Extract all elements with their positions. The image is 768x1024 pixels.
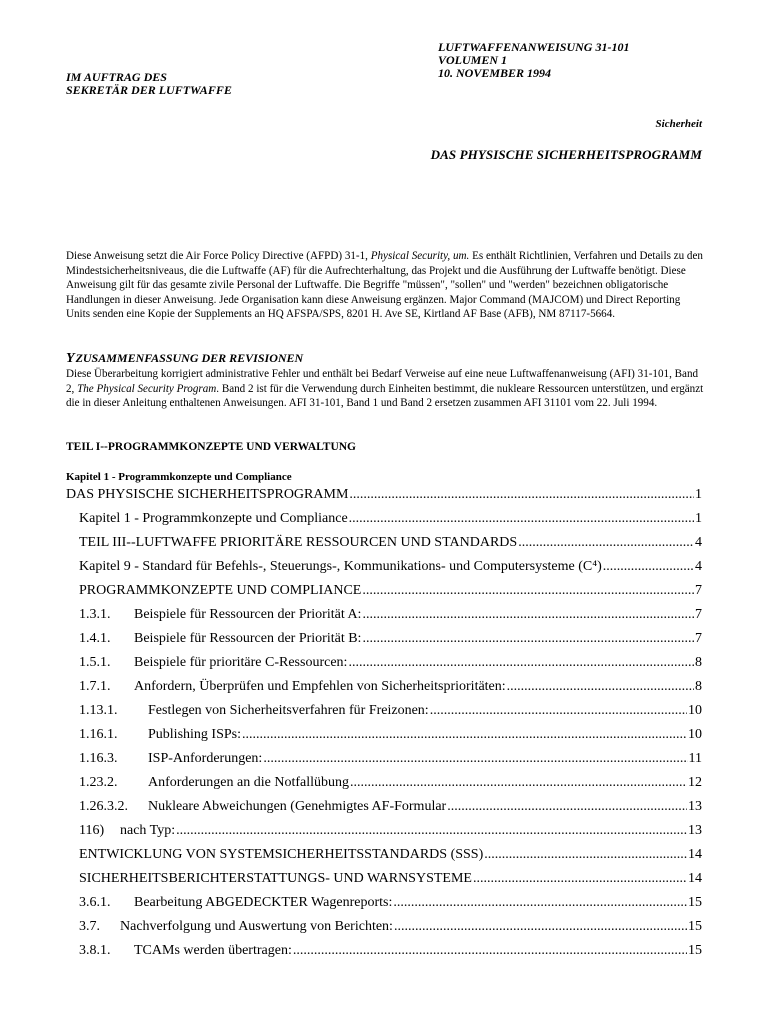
- toc-entry[interactable]: [79, 774, 702, 792]
- toc-leader-dots: [362, 630, 694, 648]
- toc-entry-page: 7: [695, 583, 702, 598]
- toc-entry[interactable]: [79, 918, 702, 936]
- toc-entry-title: DAS PHYSISCHE SICHERHEITSPROGRAMM: [66, 487, 349, 502]
- toc-leader-dots: [430, 702, 687, 720]
- toc-entry-number: 116): [79, 823, 105, 838]
- toc-entry[interactable]: [66, 486, 702, 504]
- toc-entry-number: 3.8.1.: [79, 943, 111, 958]
- revisions-text-b: . Band 2 ist für die Verwendung durch Einheiten bestimmt, die nukleare Ressourcen unterstützen, und ergänzt die in dieser Anleitung enthaltenen Anweisungen. AFI 31-101, Band 1 und Band 2 ersetzen zusammen AFI 31101 vom 22. Juli 1994.: [66, 382, 704, 409]
- toc-entry-page: 14: [688, 847, 702, 862]
- toc-leader-dots: [507, 678, 694, 696]
- toc-entry-page: 7: [695, 631, 702, 646]
- doc-date: 10. NOVEMBER 1994: [438, 66, 552, 80]
- toc-entry-number: 3.7.: [79, 919, 100, 934]
- toc-entry-title: TEIL III--LUFTWAFFE PRIORITÄRE RESSOURCEN UND STANDARDS: [79, 535, 518, 550]
- toc-leader-dots: [473, 870, 687, 888]
- intro-paragraph: [66, 249, 706, 322]
- toc-entry[interactable]: [79, 846, 702, 864]
- toc-leader-dots: [263, 750, 687, 768]
- toc-leader-dots: [518, 534, 694, 552]
- toc-entry-page: 4: [695, 559, 702, 574]
- toc-leader-dots: [176, 822, 687, 840]
- authority-block: [66, 71, 232, 97]
- toc-entry-page: 12: [688, 775, 702, 790]
- toc-entry-title: Bearbeitung ABGEDECKTER Wagenreports:: [134, 895, 393, 910]
- toc-leader-dots: [293, 942, 687, 960]
- toc-entry-page: 4: [695, 535, 702, 550]
- revisions-text-a: Diese Überarbeitung korrigiert administrative Fehler und enthält bei Bedarf Verweise auf eine neue Luftwaffenanweisung (AFI) 31-101, Band 2,: [66, 368, 699, 395]
- toc-entry-page: 14: [688, 871, 702, 886]
- toc-entry-number: 1.5.1.: [79, 655, 111, 670]
- toc-entry[interactable]: [79, 630, 702, 648]
- category-label: Sicherheit: [655, 118, 702, 130]
- authority-line-2: SEKRETÄR DER LUFTWAFFE: [66, 83, 232, 97]
- toc-leader-dots: [394, 918, 687, 936]
- toc-entry[interactable]: [79, 582, 702, 600]
- revision-mark-icon: Y: [66, 351, 75, 366]
- revisions-heading: [66, 351, 303, 367]
- toc-entry[interactable]: [79, 678, 702, 696]
- toc-entry-page: 11: [688, 751, 702, 766]
- toc-entry-page: 10: [688, 703, 702, 718]
- toc-entry[interactable]: [79, 726, 702, 744]
- toc-leader-dots: [447, 798, 687, 816]
- toc-entry-title: Beispiele für Ressourcen der Priorität B:: [134, 631, 362, 646]
- toc-entry[interactable]: [79, 606, 702, 624]
- revisions-italic: The Physical Security Program: [77, 382, 217, 395]
- toc-entry-number: 3.6.1.: [79, 895, 111, 910]
- part-heading: TEIL I--PROGRAMMKONZEPTE UND VERWALTUNG: [66, 441, 357, 453]
- toc-entry[interactable]: [79, 798, 702, 816]
- toc-entry-title: Anfordern, Überprüfen und Empfehlen von Sicherheitsprioritäten:: [134, 679, 506, 694]
- toc-entry[interactable]: [79, 702, 702, 720]
- toc-entry-number: 1.3.1.: [79, 607, 111, 622]
- toc-entry-title: PROGRAMMKONZEPTE UND COMPLIANCE: [79, 583, 362, 598]
- toc-entry-title: nach Typ:: [120, 823, 176, 838]
- document-identifier: [438, 41, 629, 80]
- toc-leader-dots: [349, 486, 694, 504]
- chapter-heading: Kapitel 1 - Programmkonzepte und Compliance: [66, 471, 292, 483]
- toc-entry-page: 7: [695, 607, 702, 622]
- toc-entry-title: Publishing ISPs:: [148, 727, 241, 742]
- doc-number: LUFTWAFFENANWEISUNG 31-101: [438, 40, 630, 54]
- toc-entry-title: Kapitel 9 - Standard für Befehls-, Steuerungs-, Kommunikations- und Computersysteme (C⁴): [79, 559, 602, 574]
- toc-entry-page: 15: [688, 895, 702, 910]
- authority-line-1: IM AUFTRAG DES: [66, 70, 167, 84]
- toc-entry-title: Beispiele für prioritäre C-Ressourcen:: [134, 655, 348, 670]
- toc-entry-number: 1.16.3.: [79, 751, 118, 766]
- toc-entry-title: Festlegen von Sicherheitsverfahren für Freizonen:: [148, 703, 429, 718]
- toc-entry-title: ISP-Anforderungen:: [148, 751, 263, 766]
- document-title: DAS PHYSISCHE SICHERHEITSPROGRAMM: [430, 147, 702, 162]
- toc-entry-page: 8: [695, 655, 702, 670]
- toc-leader-dots: [362, 606, 694, 624]
- toc-entry-page: 1: [695, 511, 702, 526]
- toc-entry-number: 1.13.1.: [79, 703, 118, 718]
- toc-leader-dots: [484, 846, 687, 864]
- toc-entry-title: Nachverfolgung und Auswertung von Berichten:: [120, 919, 393, 934]
- toc-leader-dots: [242, 726, 687, 744]
- revisions-heading-text: ZUSAMMENFASSUNG DER REVISIONEN: [75, 351, 304, 365]
- toc-entry[interactable]: [79, 654, 702, 672]
- toc-entry-page: 8: [695, 679, 702, 694]
- toc-entry[interactable]: [79, 942, 702, 960]
- doc-volume: VOLUMEN 1: [438, 53, 508, 67]
- toc-entry-number: 1.16.1.: [79, 727, 118, 742]
- toc-entry[interactable]: [79, 510, 702, 528]
- toc-entry-page: 1: [695, 487, 702, 502]
- toc-entry-title: TCAMs werden übertragen:: [134, 943, 292, 958]
- toc-entry-title: SICHERHEITSBERICHTERSTATTUNGS- UND WARNSYSTEME: [79, 871, 472, 886]
- toc-entry[interactable]: [79, 558, 702, 576]
- toc-entry[interactable]: [79, 870, 702, 888]
- toc-entry-title: Nukleare Abweichungen (Genehmigtes AF-Formular: [148, 799, 447, 814]
- toc-entry[interactable]: [79, 750, 702, 768]
- toc-entry-number: 1.26.3.2.: [79, 799, 128, 814]
- intro-text-a: Diese Anweisung setzt die Air Force Policy Directive (AFPD) 31-1,: [66, 250, 371, 262]
- toc-entry-number: 1.7.1.: [79, 679, 111, 694]
- toc-entry[interactable]: [79, 894, 702, 912]
- toc-entry-page: 13: [688, 799, 702, 814]
- toc-leader-dots: [349, 510, 694, 528]
- toc-entry-title: Kapitel 1 - Programmkonzepte und Compliance: [79, 511, 348, 526]
- toc-entry-number: 1.23.2.: [79, 775, 118, 790]
- toc-entry[interactable]: [79, 534, 702, 552]
- toc-leader-dots: [603, 558, 694, 576]
- toc-entry-page: 15: [688, 919, 702, 934]
- revisions-paragraph: [66, 367, 706, 411]
- toc-entry-page: 15: [688, 943, 702, 958]
- toc-entry-title: Anforderungen an die Notfallübung: [148, 775, 349, 790]
- intro-italic: Physical Security, um.: [370, 250, 470, 262]
- intro-text-b: Es enthält Richtlinien, Verfahren und Details zu den Mindestsicherheitsniveaus, die die Luftwaffe (AF) für die Aufrechterhaltung, das Projekt und die Ausführung der Luftwaffe benötigt. Diese Anweisung gilt für das gesamte zivile Personal der Luftwaffe. Die Begriffe "müssen", "sollen" und "werden" bezeichnen obligatorische Handlungen in dieser Anweisung. Jede Organisation kann diese Anweisung ergänzen. Major Command (MAJCOM) und Direct Reporting Units senden eine Kopie der Supplements an HQ AFSPA/SPS, 8201 H. Ave SE, Kirtland AF Base (AFB), NM 87117-5664.: [66, 250, 703, 320]
- toc-leader-dots: [348, 654, 694, 672]
- toc-leader-dots: [362, 582, 694, 600]
- toc-entry-number: 1.4.1.: [79, 631, 111, 646]
- toc-entry-title: ENTWICKLUNG VON SYSTEMSICHERHEITSSTANDARDS (SSS): [79, 847, 484, 862]
- toc-entry-page: 13: [688, 823, 702, 838]
- toc-entry[interactable]: [79, 822, 702, 840]
- toc-entry-page: 10: [688, 727, 702, 742]
- toc-leader-dots: [350, 774, 687, 792]
- toc-entry-title: Beispiele für Ressourcen der Priorität A:: [134, 607, 362, 622]
- toc-leader-dots: [393, 894, 687, 912]
